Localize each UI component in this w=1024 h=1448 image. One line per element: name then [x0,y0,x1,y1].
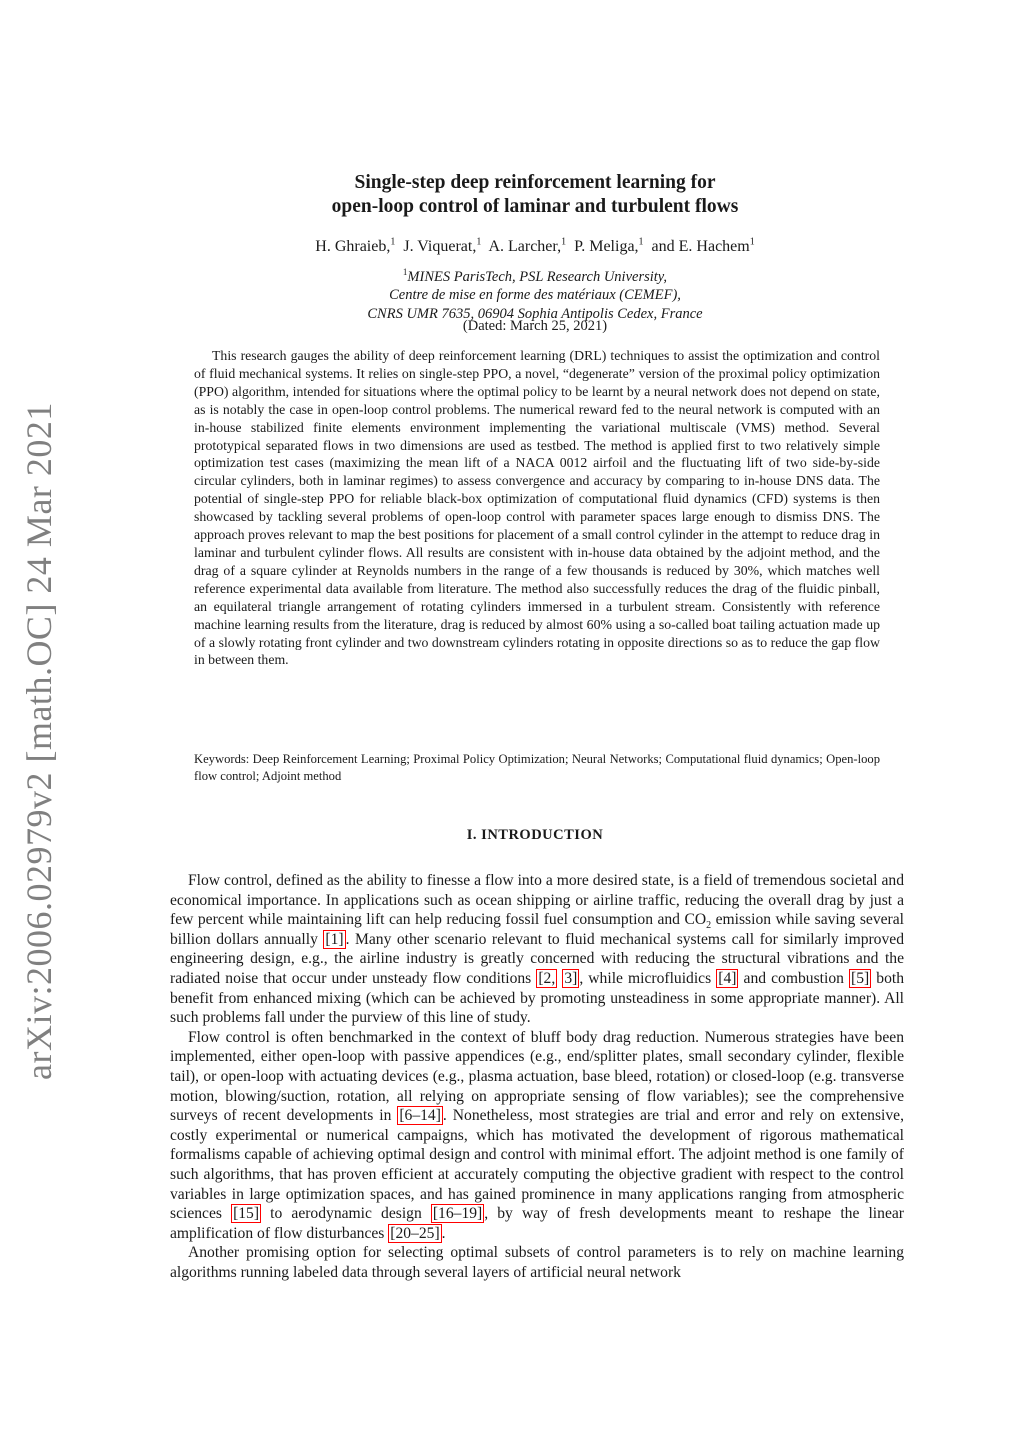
citation-link[interactable]: [16–19] [432,1205,483,1223]
section-heading: I. INTRODUCTION [466,827,604,843]
paragraph: Another promising option for selecting optimal subsets of control parameters is to rely on machine learning algorithms running labeled data through several layers of artificial neural network [170,1244,904,1281]
affiliation [170,263,900,323]
body-text [170,871,904,1282]
citation-link[interactable]: [4] [718,969,737,987]
citation-link[interactable]: [5] [851,969,870,987]
affiliation-line-3: CNRS UMR 7635, 06904 Sophia Antipolis Cedex, France [367,305,703,322]
citation-link[interactable]: [1] [325,930,344,948]
citation-link[interactable]: [6–14] [399,1107,441,1125]
affiliation-mark: 1 [402,267,408,277]
author: A. Larcher,$^1$ [488,237,567,256]
citation-link[interactable]: 3] [564,969,578,987]
author: H. Ghraieb,$^1$ [315,237,396,256]
title-line-1: Single-step deep reinforcement learning for [354,172,716,193]
citation-link[interactable]: [15] [233,1205,260,1223]
author: P. Meliga,$^1$ [574,237,644,256]
author-list [170,237,900,256]
affiliation-line-1: MINES ParisTech, PSL Research University, [407,268,668,285]
author: J. Viquerat,$^1$ [403,237,482,256]
date-line: (Dated: March 25, 2021) [462,318,608,334]
arxiv-identifier: arXiv:2006.02979v2 [math.OC] 24 Mar 2021 [19,402,59,1080]
paper-title [170,171,900,219]
author: and E. Hachem$^1$ [651,237,755,256]
paragraph: Flow control, defined as the ability to finesse a flow into a more desired state, is a field of tremendous societal and economical importance. In applications such as ocean shipping or airline traffic, reducing the overall drag by just a few percent while maintaining lift can help reducing fossil fuel consumption and $CO_2$ emission while saving several billion dollars annually [1] . Many other scenario relevant to fluid mechanical systems call for similarly improved engineering design, e.g., the airline industry is greatly concerned with reducing the structural vibrations and the radiated noise that occur under unsteady flow conditions [2, 3] , while microfluidics [4] and combustion [5] both benefit from enhanced mixing (which can be achieved by promoting unsteadiness in some appropriate manner). All such problems fall under the purview of this line of study. [170,872,904,1027]
citation-link[interactable]: [2, [538,969,556,987]
paragraph: Flow control is often benchmarked in the context of bluff body drag reduction. Numerous strategies have been implemented, either open-loop with passive appendices (e.g., end/splitter plates, small secondary cylinder, flexible tail), or open-loop with actuating devices (e.g., plasma actuation, base bleed, rotation) or closed-loop (e.g. transverse motion, blowing/suction, rotation, all relying on appropriate sensing of flow variables); see the comprehensive surveys of recent developments in [6–14] . Nonetheless, most strategies are trial and error and rely on extensive, costly experimental or numerical campaigns, which has motivated the development of rigorous mathematical formalisms capable of achieving optimal design and control with minimal effort. The adjoint method is one family of such algorithms, that has proven efficient at accurately computing the objective gradient with respect to the control variables in large optimization spaces, and has gained prominence in many applications ranging from atmospheric sciences [15] to aerodynamic design [16–19] , by way of fresh developments meant to reshape the linear amplification of flow disturbances [20–25] . [170,1028,904,1242]
citation-link[interactable]: [20–25] [390,1224,440,1242]
abstract: This research gauges the ability of deep reinforcement learning (DRL) techniques to assist the optimization and control of fluid mechanical systems. It relies on single-step PPO, a novel, “degenerate” version of the proximal policy optimization (PPO) algorithm, intended for situations where the optimal policy to be learnt by a neural network does not depend on state, as is notably the case in open-loop control problems. The numerical reward fed to the neural network is computed with an in-house stabilized finite elements environment implementing the variational multiscale (VMS) method. Several prototypical separated flows in two dimensions are used as testbed. The method is applied first to two relatively simple optimization test cases (maximizing the mean lift of a NACA 0012 airfoil and the fluctuating lift of two side-by-side circular cylinders, both in laminar regimes) to assess convergence and accuracy by comparing to in-house DNS data. The potential of single-step PPO for reliable black-box optimization of computational fluid dynamics (CFD) systems is then showcased by tackling several problems of open-loop control with parameter spaces large enough to dismiss DNS. The approach proves relevant to map the best positions for placement of a small control cylinder in the attempt to reduce drag in laminar and turbulent cylinder flows. All results are consistent with in-house data obtained by the adjoint method, and the drag of a square cylinder at Reynolds numbers in the range of a few thousands is reduced by 30%, which matches well reference experimental data available from literature. The method also successfully reduces the drag of the fluidic pinball, an equilateral triangle arrangement of rotating cylinders immersed in a turbulent stream. Consistently with reference machine learning results from the literature, drag is reduced by almost 60% using a so-called boat tailing actuation made up of a slowly rotating front cylinder and two downstream cylinders rotating in opposite directions so as to reduce the gap flow in between them. [194,348,880,668]
keywords: Keywords: Deep Reinforcement Learning; Proximal Policy Optimization; Neural Networks; Computational fluid dynamics; Open-loop flow control; Adjoint method [194,752,880,783]
affiliation-line-2: Centre de mise en forme des matériaux (CEMEF), [389,287,681,304]
title-line-2: open-loop control of laminar and turbulent flows [331,196,739,217]
